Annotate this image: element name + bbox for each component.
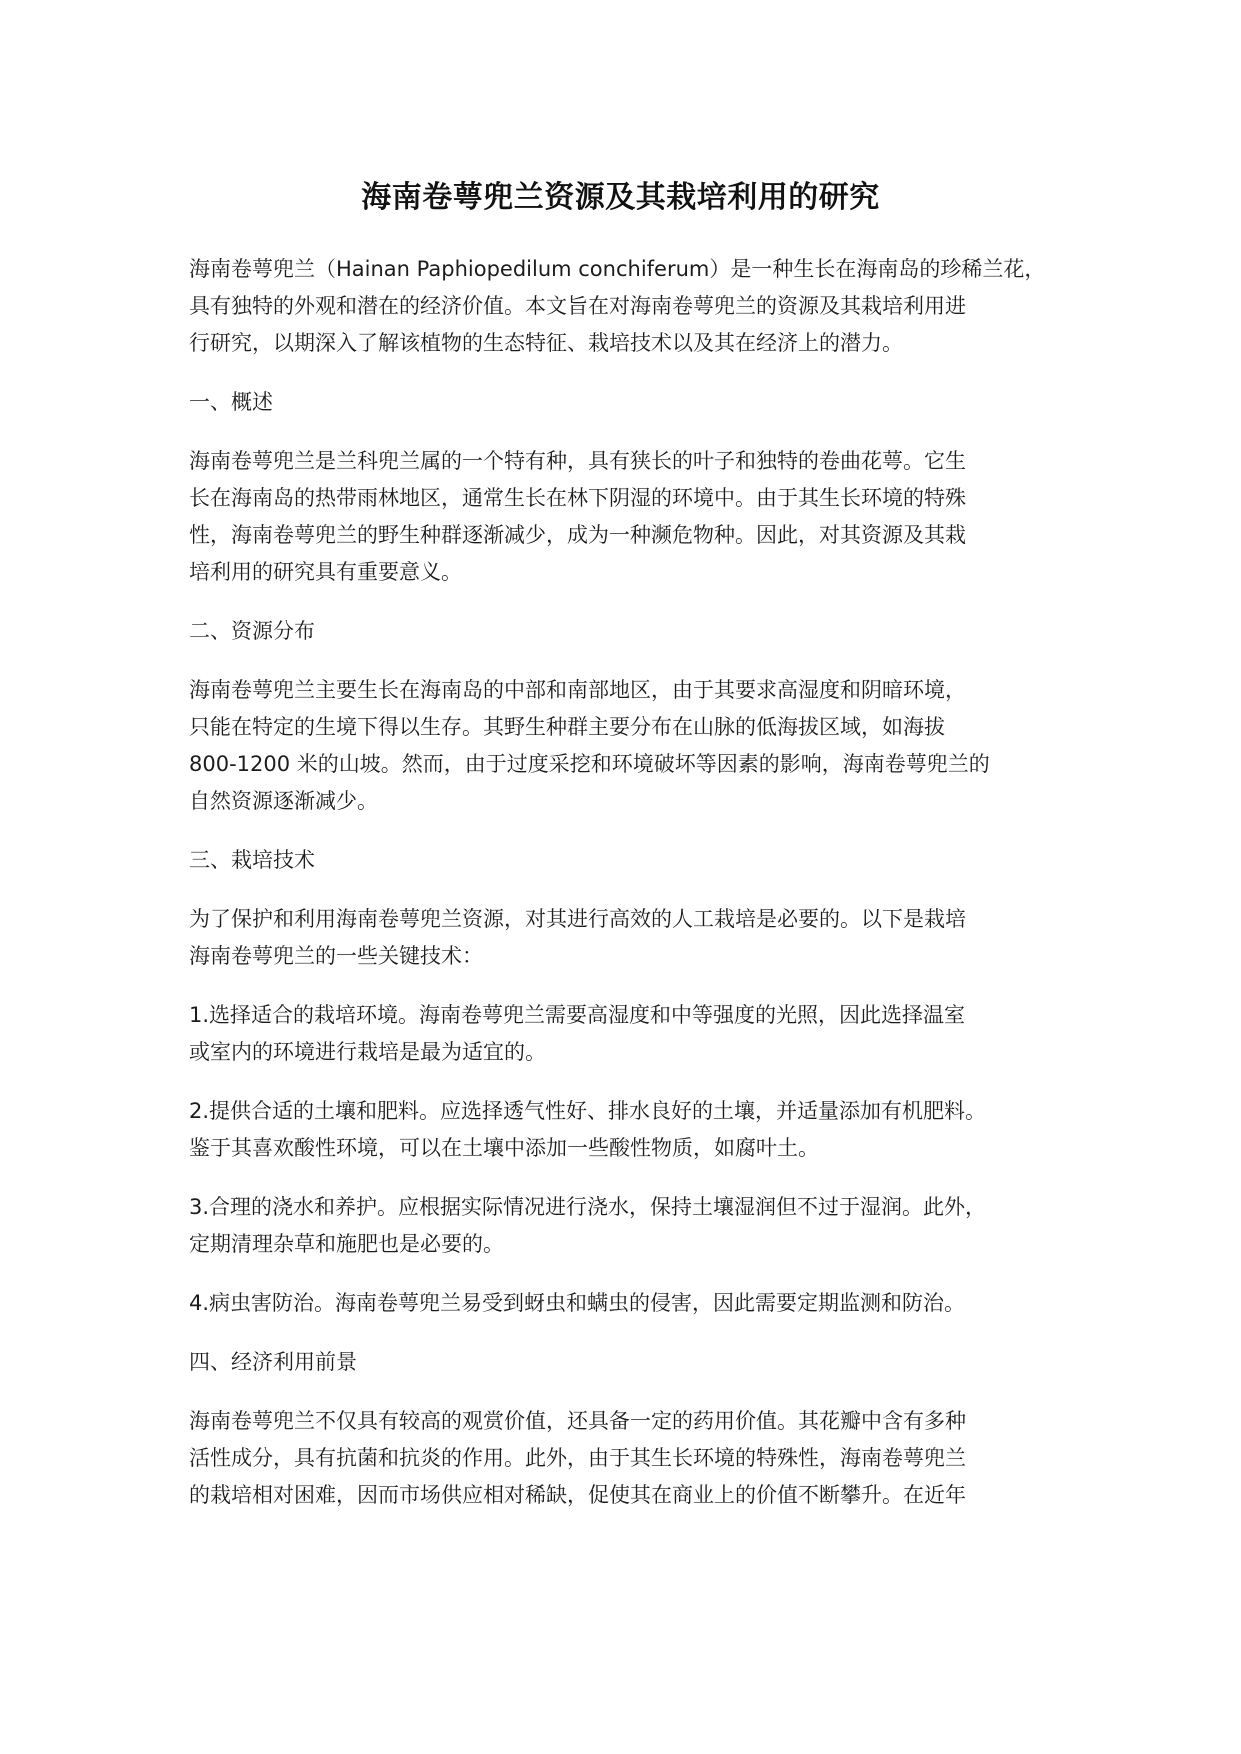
list-item-pests — [189, 1285, 1089, 1322]
paragraph-economic — [189, 1403, 1089, 1514]
section-heading — [189, 842, 1089, 879]
text-line: 1.选择适合的栽培环境。海南卷萼兜兰需要高湿度和中等强度的光照，因此选择温室 — [189, 1003, 966, 1027]
text-line: 海南卷萼兜兰主要生长在海南岛的中部和南部地区，由于其要求高湿度和阴暗环境， — [189, 678, 966, 702]
paragraph-distribution — [189, 672, 1089, 820]
list-item-environment — [189, 997, 1089, 1071]
text-line: 4.病虫害防治。海南卷萼兜兰易受到蚜虫和螨虫的侵害，因此需要定期监测和防治。 — [189, 1291, 966, 1315]
text-line: 800-1200 米的山坡。然而，由于过度采挖和环境破坏等因素的影响，海南卷萼兜兰的 — [189, 752, 990, 776]
text-line: 3.合理的浇水和养护。应根据实际情况进行浇水，保持土壤湿润但不过于湿润。此外， — [189, 1195, 987, 1219]
text-line: 具有独特的外观和潜在的经济价值。本文旨在对海南卷萼兜兰的资源及其栽培利用进 — [189, 294, 966, 318]
text-line: 长在海南岛的热带雨林地区，通常生长在林下阴湿的环境中。由于其生长环境的特殊 — [189, 486, 966, 510]
text-line: 性，海南卷萼兜兰的野生种群逐渐减少，成为一种濒危物种。因此，对其资源及其栽 — [189, 523, 966, 547]
heading-text: 四、经济利用前景 — [189, 1350, 357, 1374]
text-line: 海南卷萼兜兰不仅具有较高的观赏价值，还具备一定的药用价值。其花瓣中含有多种 — [189, 1409, 966, 1433]
text-line: 海南卷萼兜兰的一些关键技术： — [189, 944, 483, 968]
text-line: 鉴于其喜欢酸性环境，可以在土壤中添加一些酸性物质，如腐叶土。 — [189, 1136, 819, 1160]
text-line: 行研究，以期深入了解该植物的生态特征、栽培技术以及其在经济上的潜力。 — [189, 331, 903, 355]
text-line: 只能在特定的生境下得以生存。其野生种群主要分布在山脉的低海拔区域，如海拔 — [189, 715, 945, 739]
list-item-soil — [189, 1093, 1089, 1167]
text-line: 海南卷萼兜兰是兰科兜兰属的一个特有种，具有狭长的叶子和独特的卷曲花萼。它生 — [189, 449, 966, 473]
text-line: 海南卷萼兜兰（Hainan Paphiopedilum conchiferum）是一种生长在海南岛的珍稀兰花， — [189, 257, 1046, 281]
page-title: 海南卷萼兜兰资源及其栽培利用的研究 — [361, 180, 880, 215]
text-line: 为了保护和利用海南卷萼兜兰资源，对其进行高效的人工栽培是必要的。以下是栽培 — [189, 907, 966, 931]
text-line: 定期清理杂草和施肥也是必要的。 — [189, 1232, 504, 1256]
paragraph-cultivation-intro — [189, 901, 1089, 975]
section-heading — [189, 613, 1089, 650]
text-line: 的栽培相对困难，因而市场供应相对稀缺，促使其在商业上的价值不断攀升。在近年 — [189, 1483, 966, 1507]
paragraph-intro — [189, 251, 1089, 362]
section-heading — [189, 1344, 1089, 1381]
heading-text: 三、栽培技术 — [189, 848, 315, 872]
heading-text: 二、资源分布 — [189, 619, 315, 643]
list-item-watering — [189, 1189, 1089, 1263]
text-line: 2.提供合适的土壤和肥料。应选择透气性好、排水良好的土壤，并适量添加有机肥料。 — [189, 1099, 987, 1123]
text-line: 培利用的研究具有重要意义。 — [189, 560, 462, 584]
section-heading — [189, 384, 1089, 421]
paragraph-overview — [189, 443, 1089, 591]
text-line: 活性成分，具有抗菌和抗炎的作用。此外，由于其生长环境的特殊性，海南卷萼兜兰 — [189, 1446, 966, 1470]
text-line: 自然资源逐渐减少。 — [189, 789, 378, 813]
document-body — [189, 251, 1089, 1514]
heading-text: 一、概述 — [189, 390, 273, 414]
text-line: 或室内的环境进行栽培是最为适宜的。 — [189, 1040, 546, 1064]
